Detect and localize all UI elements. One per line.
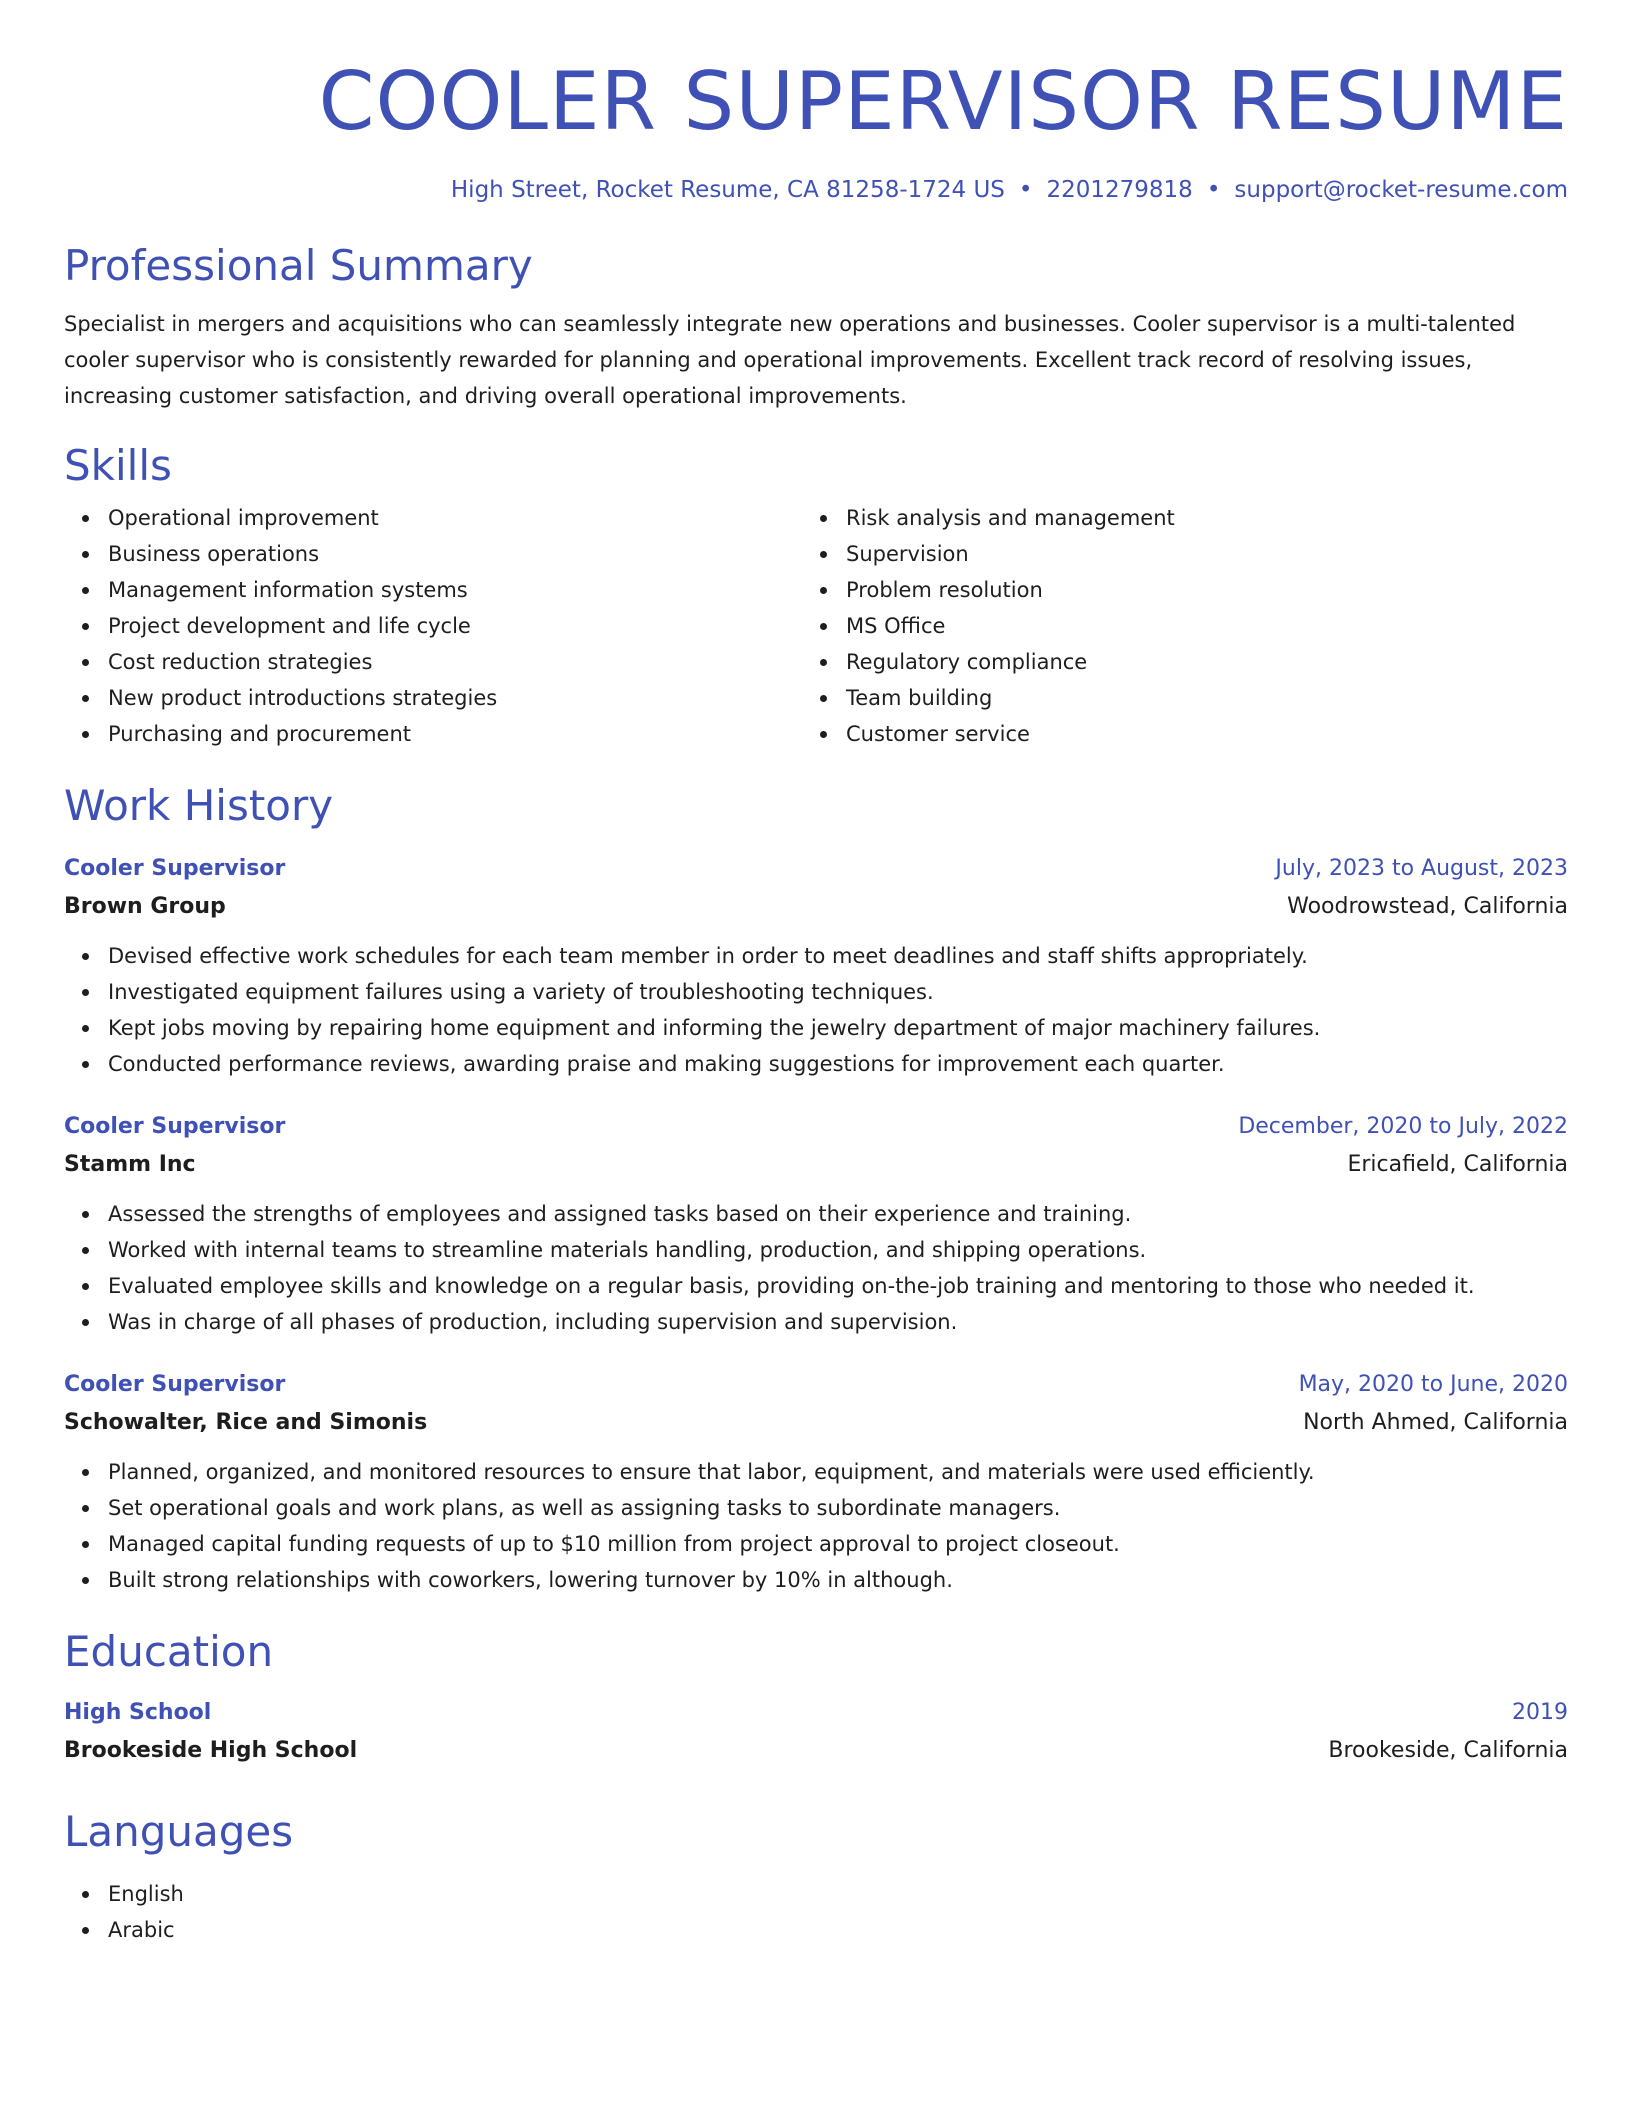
skill-item: Team building [846, 680, 1540, 716]
skill-item: Customer service [846, 716, 1540, 752]
skill-item: New product introductions strategies [108, 680, 802, 716]
contact-email[interactable]: support@rocket-resume.com [1234, 177, 1568, 203]
skill-item: MS Office [846, 608, 1540, 644]
contact-separator: • [1206, 177, 1221, 203]
job-bullet: Managed capital funding requests of up to $10 million from project approval to project closeout. [108, 1526, 1568, 1562]
skill-item: Problem resolution [846, 572, 1540, 608]
job-bullet: Conducted performance reviews, awarding praise and making suggestions for improvement each quarter. [108, 1046, 1568, 1082]
education-location: Brookeside, California [1328, 1738, 1568, 1763]
resume-header [64, 0, 1568, 206]
contact-separator: • [1018, 177, 1033, 203]
contact-phone: 2201279818 [1046, 177, 1193, 203]
education-degree: High School [64, 1700, 212, 1725]
job-dates: July, 2023 to August, 2023 [1275, 856, 1568, 881]
job-company-row [64, 888, 1568, 926]
job-entry [64, 850, 1568, 1082]
job-bullets [64, 1454, 1568, 1598]
job-role: Cooler Supervisor [64, 1372, 286, 1397]
skill-item: Operational improvement [108, 500, 802, 536]
skills-column-right [802, 500, 1540, 752]
skill-item: Project development and life cycle [108, 608, 802, 644]
professional-summary-section [64, 240, 1568, 414]
languages-section [64, 1806, 1568, 1948]
work-history-heading: Work History [64, 781, 334, 830]
job-entry [64, 1108, 1568, 1340]
job-bullets [64, 938, 1568, 1082]
job-company: Stamm Inc [64, 1152, 196, 1177]
education-year: 2019 [1512, 1700, 1568, 1725]
job-location: Ericafield, California [1347, 1152, 1568, 1177]
job-bullet: Assessed the strengths of employees and assigned tasks based on their experience and training. [108, 1196, 1568, 1232]
job-dates: May, 2020 to June, 2020 [1298, 1372, 1568, 1397]
job-bullet: Set operational goals and work plans, as well as assigning tasks to subordinate managers. [108, 1490, 1568, 1526]
language-item: Arabic [108, 1912, 1568, 1948]
skill-item: Business operations [108, 536, 802, 572]
job-title-row [64, 850, 1568, 888]
job-dates: December, 2020 to July, 2022 [1238, 1114, 1568, 1139]
skills-columns [64, 500, 1568, 752]
education-degree-row [64, 1694, 1568, 1732]
skill-item: Purchasing and procurement [108, 716, 802, 752]
job-company-row [64, 1146, 1568, 1184]
education-school-row [64, 1732, 1568, 1770]
job-bullet: Built strong relationships with coworkers, lowering turnover by 10% in although. [108, 1562, 1568, 1598]
contact-line [64, 174, 1568, 206]
job-location: Woodrowstead, California [1287, 894, 1568, 919]
education-section [64, 1626, 1568, 1770]
education-heading: Education [64, 1627, 274, 1676]
education-entry [64, 1694, 1568, 1770]
contact-address: High Street, Rocket Resume, CA 81258-1724 US [450, 177, 1005, 203]
job-entry [64, 1366, 1568, 1598]
languages-heading: Languages [64, 1807, 294, 1856]
summary-text: Specialist in mergers and acquisitions who can seamlessly integrate new operations and businesses. Cooler supervisor is a multi-talented cooler supervisor who is consistently rewarded for planning and operational improvements. Excellent track record of resolving issues, increasing customer satisfaction, and driving overall operational improvements. [64, 312, 1516, 408]
job-role: Cooler Supervisor [64, 1114, 286, 1139]
skill-item: Supervision [846, 536, 1540, 572]
job-bullet: Was in charge of all phases of production, including supervision and supervision. [108, 1304, 1568, 1340]
job-title-row [64, 1366, 1568, 1404]
skills-column-left [64, 500, 802, 752]
job-bullet: Evaluated employee skills and knowledge on a regular basis, providing on-the-job training and mentoring to those who needed it. [108, 1268, 1568, 1304]
skills-section [64, 440, 1568, 752]
job-title-row [64, 1108, 1568, 1146]
skill-item: Risk analysis and management [846, 500, 1540, 536]
job-bullet: Worked with internal teams to streamline materials handling, production, and shipping operations. [108, 1232, 1568, 1268]
job-bullet: Devised effective work schedules for each team member in order to meet deadlines and staff shifts appropriately. [108, 938, 1568, 974]
job-company: Schowalter, Rice and Simonis [64, 1410, 428, 1435]
resume-title: COOLER SUPERVISOR RESUME [318, 55, 1568, 148]
skills-list-right [802, 500, 1540, 752]
skill-item: Cost reduction strategies [108, 644, 802, 680]
education-school: Brookeside High School [64, 1738, 358, 1763]
skills-list-left [64, 500, 802, 752]
job-location: North Ahmed, California [1303, 1410, 1568, 1435]
job-company: Brown Group [64, 894, 226, 919]
job-role: Cooler Supervisor [64, 856, 286, 881]
job-bullet: Investigated equipment failures using a variety of troubleshooting techniques. [108, 974, 1568, 1010]
summary-heading: Professional Summary [64, 241, 533, 290]
job-bullet: Kept jobs moving by repairing home equipment and informing the jewelry department of major machinery failures. [108, 1010, 1568, 1046]
job-bullet: Planned, organized, and monitored resources to ensure that labor, equipment, and materials were used efficiently. [108, 1454, 1568, 1490]
skills-heading: Skills [64, 441, 172, 490]
skill-item: Regulatory compliance [846, 644, 1540, 680]
languages-list [64, 1876, 1568, 1948]
job-company-row [64, 1404, 1568, 1442]
language-item: English [108, 1876, 1568, 1912]
skill-item: Management information systems [108, 572, 802, 608]
job-bullets [64, 1196, 1568, 1340]
work-history-section [64, 780, 1568, 1598]
